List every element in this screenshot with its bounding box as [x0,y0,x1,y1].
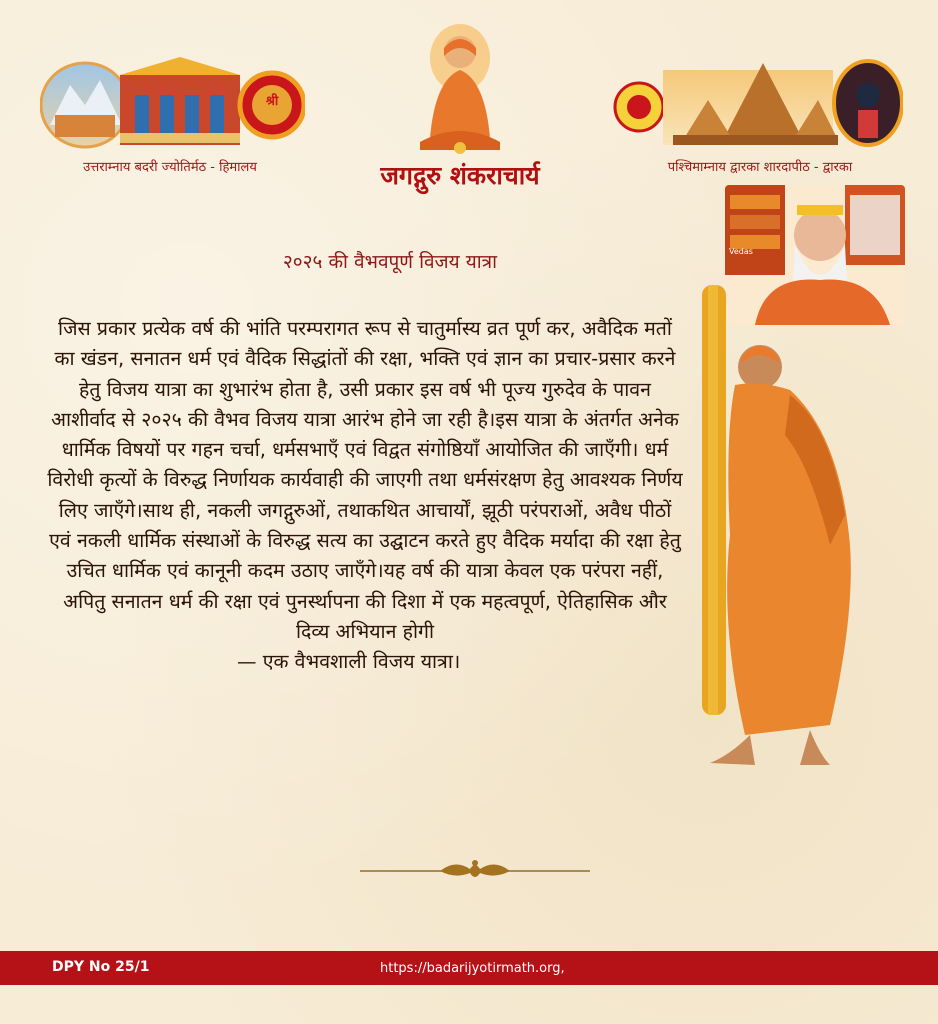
shri-emblem-text: श्री [265,94,279,109]
page-title: जगद्गुरु शंकराचार्य [380,161,540,190]
closing-line: — एक वैभवशाली विजय यात्रा। [237,650,461,674]
article-heading: २०२५ की वैभवपूर्ण विजय यात्रा [282,251,498,273]
left-caption: उत्तराम्नाय बदरी ज्योतिर्मठ - हिमालय [83,160,257,175]
body-paragraph: जिस प्रकार प्रत्येक वर्ष की भांति परम्परागत रूप से चातुर्मास्य व्रत पूर्ण कर, अवैदिक मतों का खंडन, सनातन धर्म एवं वैदिक सिद्धांतों की रक्षा, भक्ति एवं ज्ञान का प्रचार-प्रसार करने हेतु विजय यात्रा का शुभारंभ होता है, उसी प्रकार इस वर्ष भी पूज्य गुरुदेव के पावन आशीर्वाद से २०२५ की वैभव विजय यात्रा आरंभ होने जा रही है।इस यात्रा के अंतर्गत अनेक धार्मिक विषयों पर गहन चर्चा, धर्मसभाएँ एवं विद्वत संगोष्ठियाँ आयोजित की जाएँगी। धर्म विरोधी कृत्यों के विरुद्ध निर्णायक कार्यवाही की जाएगी तथा धर्मसंरक्षण हेतु आवश्यक निर्णय लिए जाएँगे।साथ ही, नकली जगद्गुरुओं, तथाकथित आचार्यों, झूठी परंपराओं, अवैध पीठों एवं नकली धार्मिक संस्थाओं के विरुद्ध सत्य का उद्घाटन करते हुए वैदिक मर्यादा की रक्षा हेतु उचित धार्मिक एवं कानूनी कदम उठाए जाएँगे।यह वर्ष की यात्रा केवल एक परंपरा नहीं, अपितु सनातन धर्म की रक्षा एवं पुनर्स्थापना की दिशा में एक महत्वपूर्ण, ऐतिहासिक और दिव्य अभियान होगी [47,317,683,643]
shankaracharya-figure [400,20,520,155]
right-caption: पश्चिमाम्नाय द्वारका शारदापीठ - द्वारका [667,160,853,175]
walking-monk-figure [680,285,875,785]
article-body [45,314,685,678]
website-link[interactable]: https://badarijyotirmath.org, [380,961,565,976]
ornamental-divider [350,855,600,883]
document-code: DPY No 25/1 [52,959,150,975]
dwarka-temple-banner [613,55,903,150]
photo-label: Vedas [729,247,753,256]
